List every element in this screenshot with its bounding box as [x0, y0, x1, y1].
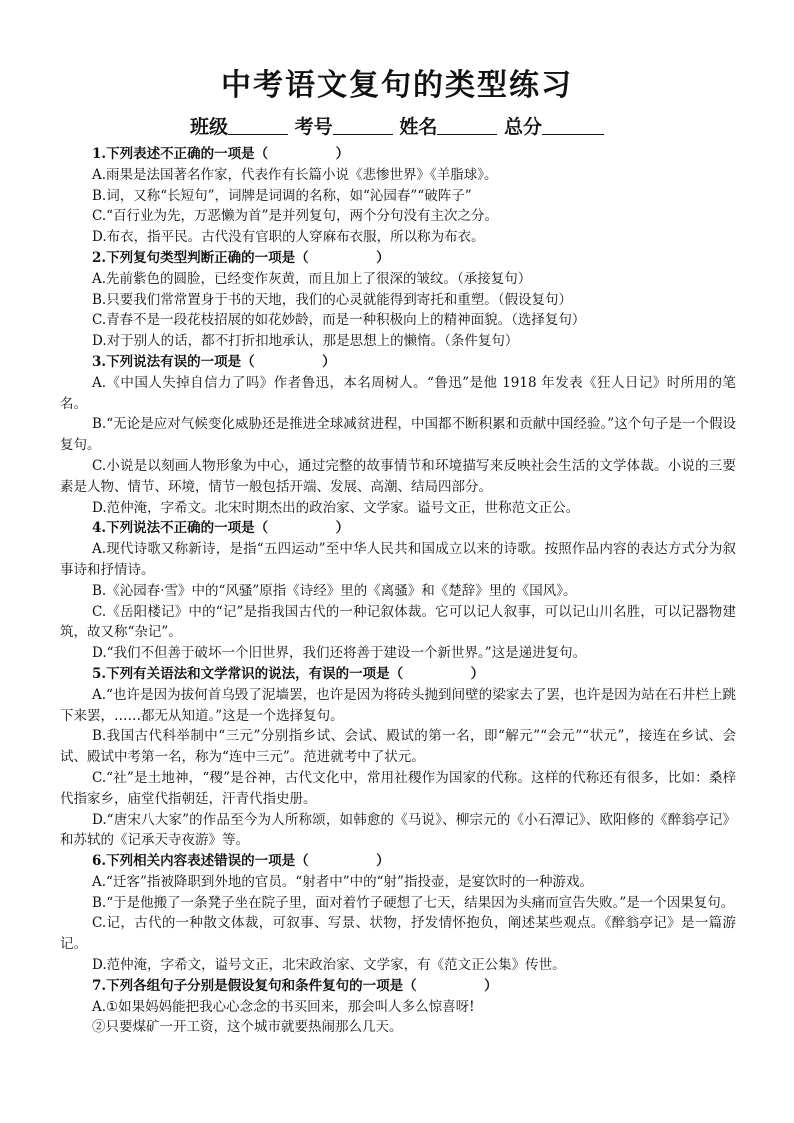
option-d: D.布衣，指平民。古代没有官职的人穿麻布衣服，所以称为布衣。 [92, 229, 485, 246]
question-4 [60, 518, 736, 664]
question-stem: 6.下列相关内容表述错误的一项是（ ） [92, 853, 390, 870]
option-b: B.我国古代科举制中“三元”分别指乡试、会试、殿试的第一名，即“解元”“会元”“状元”，接连在乡试、会试、殿试中考第一名，称为“连中三元”。范进就考中了状元。 [60, 728, 736, 766]
option-b: B.“于是他搬了一条凳子坐在院子里，面对着竹子硬想了七天，结果因为头痛而宣告失败。”是一个因果复句。 [92, 894, 735, 911]
option-a: A.“迁客”指被降职到外地的官员。“射者中”中的“射”指投壶，是宴饮时的一种游戏。 [92, 873, 593, 890]
option-b: B.《沁园春·雪》中的“风骚”原指《诗经》里的《离骚》和《楚辞》里的《国风》。 [92, 582, 577, 599]
question-stem: 2.下列复句类型判断正确的一项是（ ） [92, 249, 390, 266]
question-7 [60, 976, 736, 1038]
option-c: C.“百行业为先，万恶懒为首”是并列复句，两个分句没有主次之分。 [92, 208, 498, 225]
page-title: 中考语文复句的类型练习 [221, 68, 573, 103]
name-blank[interactable] [437, 116, 497, 135]
option-a: A.现代诗歌又称新诗，是指“五四运动”至中华人民共和国成立以来的诗歌。按照作品内容的表达方式分为叙事诗和抒情诗。 [60, 541, 736, 578]
option-d: D.范仲淹，字希文，谥号文正，北宋政治家、文学家，有《范文正公集》传世。 [92, 957, 566, 974]
name-label: 姓名 [399, 116, 438, 138]
exam-number-blank[interactable] [333, 116, 393, 135]
option-d: D.“我们不但善于破坏一个旧世界，我们还将善于建设一个新世界。”这是递进复句。 [92, 645, 587, 662]
question-stem: 3.下列说法有误的一项是（ ） [92, 353, 336, 370]
option-b: B.词，又称“长短句”，词牌是词调的名称，如“沁园春”“破阵子” [92, 187, 472, 204]
option-b: B.“无论是应对气候变化威胁还是推进全球减贫进程，中国都不断积累和贡献中国经验。”这个句子是一个假设复句。 [60, 416, 736, 454]
option-c: C.青春不是一段花枝招展的如花妙龄，而是一种积极向上的精神面貌。（选择复句） [92, 312, 586, 329]
student-info-line [0, 112, 794, 139]
score-blank[interactable] [542, 116, 604, 135]
question-1 [60, 144, 736, 248]
option-a: A.①如果妈妈能把我心心念念的书买回来，那会叫人多么惊喜呀! [92, 998, 475, 1015]
question-stem: 4.下列说法不正确的一项是（ ） [92, 520, 350, 537]
option-a: A.雨果是法国著名作家，代表作有长篇小说《悲惨世界》《羊脂球》。 [92, 166, 498, 183]
score-label: 总分 [503, 116, 542, 138]
exam-number-label: 考号 [294, 116, 333, 138]
option-d: D.范仲淹，字希文。北宋时期杰出的政治家、文学家。谥号文正，世称范文正公。 [92, 499, 580, 516]
question-3 [60, 352, 736, 518]
question-stem: 1.下列表述不正确的一项是（ ） [92, 146, 350, 162]
option-a: A.“也许是因为拔何首乌毁了泥墙罢，也许是因为将砖头抛到间壁的梁家去了罢，也许是因为站在石井栏上跳下来罢，……都无从知道。”这是一个选择复句。 [60, 686, 736, 724]
option-d: D.“唐宋八大家”的作品至今为人所称颂，如韩愈的《马说》、柳宗元的《小石潭记》、欧阳修的《醉翁亭记》和苏轼的《记承天寺夜游》等。 [60, 811, 736, 849]
option-a-second-sentence: ②只要煤矿一开工资，这个城市就要热闹那么几天。 [92, 1019, 403, 1036]
option-c: C.“社”是土地神，“稷”是谷神，古代文化中，常用社稷作为国家的代称。这样的代称还有很多，比如：桑梓代指家乡，庙堂代指朝廷，汗青代指史册。 [60, 769, 736, 807]
option-a: A.《中国人失掉自信力了吗》作者鲁迅，本名周树人。“鲁迅”是他 1918 年发表《狂人日记》时所用的笔名。 [60, 374, 736, 412]
question-stem: 5.下列有关语法和文学常识的说法，有误的一项是（ ） [92, 665, 485, 682]
question-list [60, 144, 736, 1038]
option-b: B.只要我们常常置身于书的天地，我们的心灵就能得到寄托和重塑。（假设复句） [92, 291, 572, 308]
question-2 [60, 248, 736, 352]
option-d: D.对于别人的话，都不打折扣地承认，那是思想上的懒惰。（条件复句） [92, 333, 519, 350]
option-c: C.《岳阳楼记》中的“记”是指我国古代的一种记叙体裁。它可以记人叙事，可以记山川名胜，可以记器物建筑，故又称“杂记”。 [60, 603, 736, 641]
class-label: 班级 [190, 116, 229, 138]
question-stem: 7.下列各组句子分别是假设复句和条件复句的一项是（ ） [92, 977, 498, 994]
class-blank[interactable] [228, 116, 288, 135]
question-6 [60, 851, 736, 976]
option-c: C.记，古代的一种散文体裁，可叙事、写景、状物，抒发情怀抱负，阐述某些观点。《醉翁亭记》是一篇游记。 [60, 915, 736, 953]
option-c: C.小说是以刻画人物形象为中心，通过完整的故事情节和环境描写来反映社会生活的文学体裁。小说的三要素是人物、情节、环境，情节一般包括开端、发展、高潮、结局四部分。 [60, 457, 736, 495]
option-a: A.先前紫色的圆脸，已经变作灰黄，而且加上了很深的皱纹。（承接复句） [92, 270, 532, 287]
question-5 [60, 664, 736, 851]
